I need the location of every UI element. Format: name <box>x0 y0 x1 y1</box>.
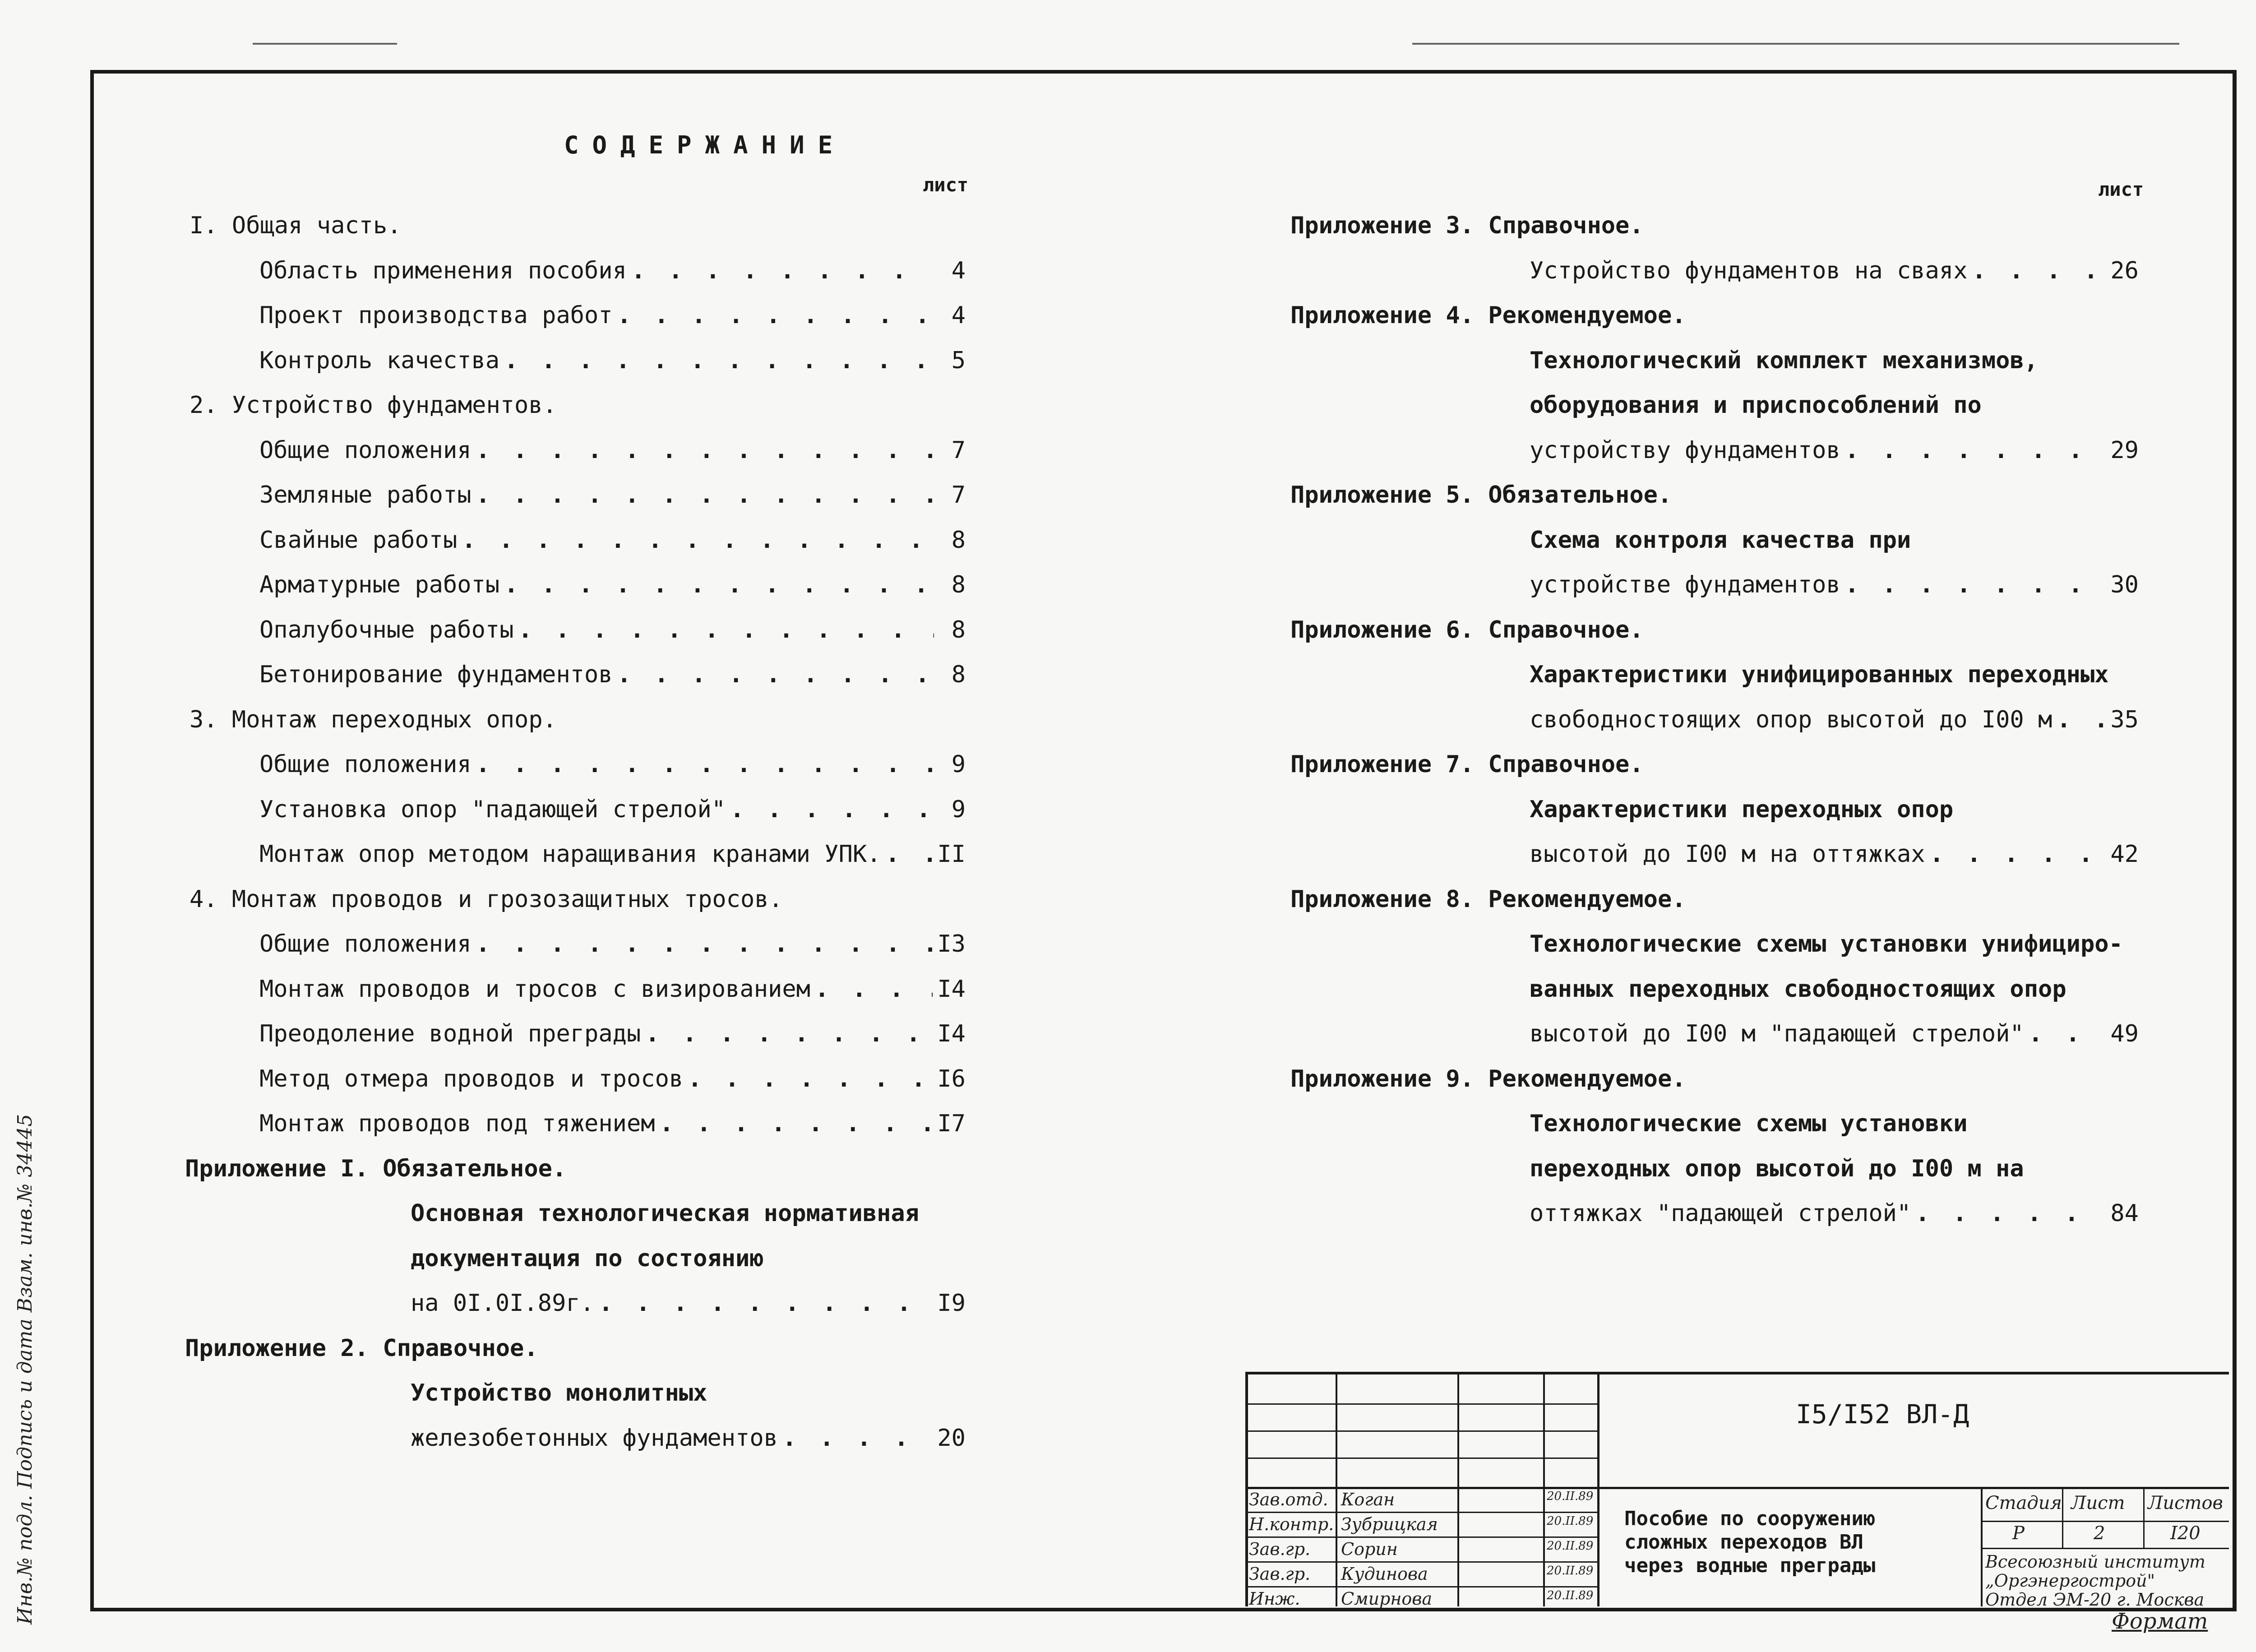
entry-title: высотой до I00 м "падающей стрелой" <box>1530 1020 2024 1047</box>
entry-page: II <box>937 841 966 868</box>
dot-leader <box>1972 253 2106 289</box>
right-sheet-label: лист <box>2098 178 2144 200</box>
entry-title: Монтаж проводов и тросов с визированием <box>259 975 810 1003</box>
dot-leader <box>782 1420 933 1456</box>
contents-entry <box>259 297 966 333</box>
section-heading: 4. Монтаж проводов и грозозащитных тросов. <box>190 885 783 913</box>
entry-text-line: Основная технологическая нормативная <box>411 1200 920 1227</box>
contents-entry <box>1530 1195 2139 1231</box>
contents-entry <box>259 477 966 513</box>
title-block <box>1245 1372 2229 1610</box>
signature-role: Н.контр. <box>1249 1514 1334 1534</box>
entry-text-line: ванных переходных свободностоящих опор <box>1530 975 2066 1003</box>
dot-leader <box>730 791 934 828</box>
contents-entry <box>259 432 966 468</box>
signature-role: Инж. <box>1249 1589 1300 1609</box>
signature-person: Смирнова <box>1341 1589 1433 1609</box>
signature-role: Зав.гр. <box>1249 1564 1311 1584</box>
signature-date: 20.II.89 <box>1547 1490 1594 1503</box>
contents-entry <box>259 1061 966 1097</box>
dot-leader <box>518 612 934 648</box>
dot-leader <box>815 971 933 1007</box>
entry-title: Земляные работы <box>259 481 472 509</box>
dot-leader <box>504 567 934 603</box>
entry-page: 7 <box>951 481 966 509</box>
entry-title: Установка опор "падающей стрелой" <box>259 796 726 823</box>
entry-title: Свайные работы <box>259 526 458 554</box>
signature-person: Коган <box>1341 1490 1395 1509</box>
dot-leader <box>2057 702 2106 738</box>
contents-entry <box>259 342 966 379</box>
entry-page: 8 <box>951 526 966 554</box>
entry-title: Монтаж опор методом наращивания кранами УПК. <box>259 841 881 868</box>
entry-page: 8 <box>951 571 966 598</box>
entry-page: I4 <box>937 1020 966 1047</box>
entry-page: I3 <box>937 930 966 958</box>
signature-date: 20.II.89 <box>1547 1589 1594 1602</box>
top-edge-line <box>253 43 397 45</box>
dot-leader <box>1930 836 2106 872</box>
entry-title: Преодоление водной преграды <box>259 1020 641 1047</box>
contents-entry <box>259 567 966 603</box>
contents-entry <box>259 1106 966 1142</box>
entry-text-line: Характеристики переходных опор <box>1530 796 1954 823</box>
signature-date: 20.II.89 <box>1547 1514 1594 1528</box>
contents-entry <box>259 971 966 1007</box>
appendix-heading: Приложение 6. Справочное. <box>1290 616 1644 643</box>
sheets-value: I20 <box>2170 1523 2201 1544</box>
entry-text-line: Характеристики унифицированных переходных <box>1530 661 2109 688</box>
entry-page: 8 <box>951 661 966 688</box>
contents-entry <box>259 746 966 782</box>
entry-text-line: Технологические схемы установки унифициро- <box>1530 930 2123 958</box>
dot-leader <box>476 477 934 513</box>
entry-title: свободностоящих опор высотой до I00 м <box>1530 706 2053 733</box>
entry-page: 9 <box>951 796 966 823</box>
entry-page: 9 <box>951 751 966 778</box>
entry-title: Общие положения <box>259 930 472 958</box>
entry-page: I9 <box>937 1290 966 1317</box>
appendix-heading: Приложение 9. Рекомендуемое. <box>1290 1065 1686 1092</box>
signature-date: 20.II.89 <box>1547 1539 1594 1553</box>
contents-entry <box>1530 253 2139 289</box>
entry-page: 5 <box>951 347 966 374</box>
entry-title: Арматурные работы <box>259 571 500 598</box>
entry-title: Метод отмера проводов и тросов <box>259 1065 684 1092</box>
contents-entry <box>1530 702 2139 738</box>
entry-title: устройстве фундаментов <box>1530 571 1840 598</box>
entry-page: 42 <box>2110 841 2139 868</box>
entry-title: Бетонирование фундаментов <box>259 661 613 688</box>
entry-page: 20 <box>937 1424 966 1452</box>
entry-title: на 0I.0I.89г. <box>411 1290 594 1317</box>
entry-page: 7 <box>951 436 966 464</box>
entry-text-line: документация по состоянию <box>411 1245 764 1272</box>
stage-label: Стадия <box>1985 1493 2062 1513</box>
entry-page: I4 <box>937 975 966 1003</box>
sheet-value: 2 <box>2094 1523 2105 1544</box>
dot-leader <box>617 297 934 333</box>
dot-leader <box>476 746 934 782</box>
entry-text-line: Устройство монолитных <box>411 1379 707 1407</box>
dot-leader <box>617 657 934 693</box>
entry-title: Проект производства работ <box>259 302 613 329</box>
entry-title: железобетонных фундаментов <box>411 1424 778 1452</box>
entry-title: оттяжках "падающей стрелой" <box>1530 1200 1911 1227</box>
entry-page: 30 <box>2110 571 2139 598</box>
dot-leader <box>504 342 934 379</box>
entry-title: Общие положения <box>259 436 472 464</box>
appendix-heading: Приложение 8. Рекомендуемое. <box>1290 885 1686 913</box>
side-stamp: Инв.№ подл. Подпись и дата Взам. инв.№ 34445 <box>14 1114 37 1624</box>
top-edge-line <box>1412 43 2179 45</box>
contents-entry <box>259 1016 966 1052</box>
contents-entry <box>259 612 966 648</box>
dot-leader <box>476 926 933 962</box>
contents-entry <box>259 657 966 693</box>
signature-person: Зубрицкая <box>1341 1514 1438 1534</box>
contents-entry <box>411 1420 966 1456</box>
entry-title: Общие положения <box>259 751 472 778</box>
sheet-label: Лист <box>2071 1493 2125 1513</box>
entry-title: Контроль качества <box>259 347 500 374</box>
entry-title: Монтаж проводов под тяжением <box>259 1110 655 1137</box>
entry-page: 8 <box>951 616 966 643</box>
entry-title: Устройство фундаментов на сваях <box>1530 257 1968 284</box>
dot-leader <box>476 432 934 468</box>
entry-page: 4 <box>951 257 966 284</box>
section-heading: I. Общая часть. <box>190 212 402 239</box>
entry-text-line: Схема контроля качества при <box>1530 526 1911 554</box>
signature-person: Сорин <box>1341 1539 1398 1559</box>
entry-title: устройству фундаментов <box>1530 436 1840 464</box>
dot-leader <box>2029 1016 2106 1052</box>
entry-text-line: оборудования и приспособлений по <box>1530 392 1982 419</box>
section-heading: 2. Устройство фундаментов. <box>190 392 557 419</box>
appendix-heading: Приложение 5. Обязательное. <box>1290 481 1672 509</box>
sheets-label: Листов <box>2148 1493 2223 1513</box>
contents-title: СОДЕРЖАНИЕ <box>564 131 846 159</box>
signature-date: 20.II.89 <box>1547 1564 1594 1578</box>
entry-title: Область применения пособия <box>259 257 627 284</box>
entry-page: 4 <box>951 302 966 329</box>
dot-leader <box>599 1285 933 1321</box>
dot-leader <box>1915 1195 2106 1231</box>
dot-leader <box>631 253 934 289</box>
entry-text-line: переходных опор высотой до I00 м на <box>1530 1155 2024 1182</box>
appendix-heading: Приложение 4. Рекомендуемое. <box>1290 302 1686 329</box>
entry-page: 35 <box>2110 706 2139 733</box>
entry-page: 84 <box>2110 1200 2139 1227</box>
entry-page: 29 <box>2110 436 2139 464</box>
entry-text-line: Технологический комплект механизмов, <box>1530 347 2039 374</box>
entry-page: 49 <box>2110 1020 2139 1047</box>
contents-entry <box>259 836 966 872</box>
entry-text-line: Технологические схемы установки <box>1530 1110 1968 1137</box>
dot-leader <box>886 836 933 872</box>
entry-title: высотой до I00 м на оттяжках <box>1530 841 1925 868</box>
dot-leader <box>660 1106 933 1142</box>
dot-leader <box>1845 567 2106 603</box>
signature-person: Кудинова <box>1341 1564 1428 1584</box>
appendix-heading: Приложение 2. Справочное. <box>185 1334 538 1362</box>
document-code: I5/I52 ВЛ-Д <box>1796 1399 1969 1430</box>
contents-entry <box>411 1285 966 1321</box>
contents-entry <box>259 791 966 828</box>
contents-entry <box>1530 836 2139 872</box>
signature-role: Зав.гр. <box>1249 1539 1311 1559</box>
contents-entry <box>259 522 966 558</box>
section-heading: 3. Монтаж переходных опор. <box>190 706 557 733</box>
appendix-heading: Приложение 7. Справочное. <box>1290 751 1644 778</box>
left-sheet-label: лист <box>923 174 969 196</box>
document-name: Пособие по сооружению сложных переходов ВЛ через водные преграды <box>1624 1507 1876 1577</box>
contents-entry <box>259 253 966 289</box>
stage-value: Р <box>2012 1523 2025 1544</box>
entry-page: 26 <box>2110 257 2139 284</box>
dot-leader <box>645 1016 933 1052</box>
entry-page: I7 <box>937 1110 966 1137</box>
contents-entry <box>259 926 966 962</box>
organization: Всесоюзный институт „Оргэнергострой" Отдел ЭМ-20 г. Москва <box>1985 1552 2205 1610</box>
dot-leader <box>688 1061 933 1097</box>
dot-leader <box>1845 432 2106 468</box>
signature-role: Зав.отд. <box>1249 1490 1328 1509</box>
format-label: Формат <box>2112 1609 2208 1634</box>
entry-title: Опалубочные работы <box>259 616 514 643</box>
contents-entry <box>1530 432 2139 468</box>
contents-entry <box>1530 1016 2139 1052</box>
appendix-heading: Приложение I. Обязательное. <box>185 1155 567 1182</box>
contents-entry <box>1530 567 2139 603</box>
entry-page: I6 <box>937 1065 966 1092</box>
appendix-heading: Приложение 3. Справочное. <box>1290 212 1644 239</box>
dot-leader <box>462 522 934 558</box>
